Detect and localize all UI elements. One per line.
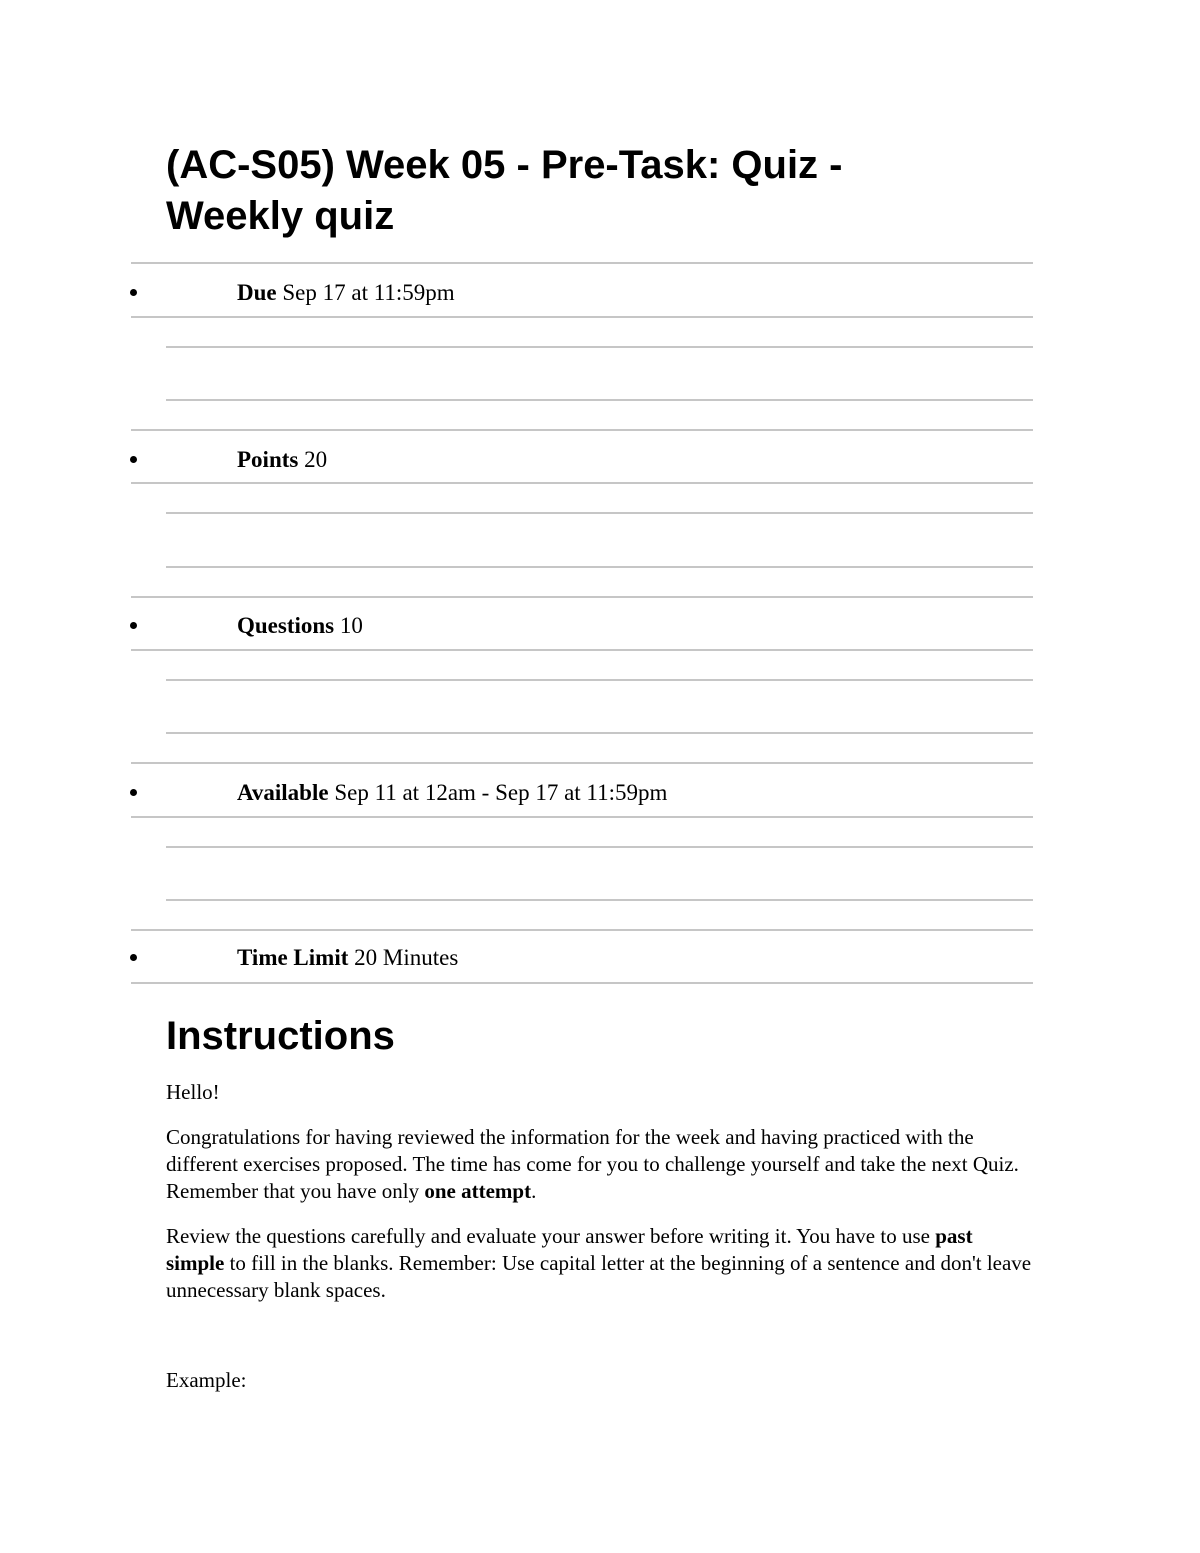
divider xyxy=(131,816,1033,818)
divider xyxy=(131,649,1033,651)
divider xyxy=(131,762,1033,764)
paragraph-text: Congratulations for having reviewed the information for the week and having practiced with the different exercises proposed. The time has come for you to challenge yourself and take the next Quiz. Remember that you have only xyxy=(166,1125,1019,1203)
example-label: Example: xyxy=(166,1368,247,1392)
instructions-paragraph-2 xyxy=(166,1223,1036,1304)
detail-time-limit xyxy=(237,945,458,971)
divider xyxy=(131,929,1033,931)
detail-value: 20 Minutes xyxy=(354,945,459,970)
paragraph-text: . xyxy=(531,1179,537,1203)
divider xyxy=(131,262,1033,264)
detail-label: Time Limit xyxy=(237,945,349,970)
detail-available xyxy=(237,780,667,806)
detail-due xyxy=(237,280,455,306)
detail-label: Available xyxy=(237,780,329,805)
divider xyxy=(166,512,1033,514)
divider xyxy=(166,846,1033,848)
divider xyxy=(131,982,1033,984)
divider xyxy=(131,429,1033,431)
divider xyxy=(131,316,1033,318)
detail-questions xyxy=(237,613,363,639)
instructions-heading: Instructions xyxy=(166,1014,395,1058)
bullet-icon xyxy=(130,622,137,629)
bullet-icon xyxy=(130,789,137,796)
detail-value: Sep 17 at 11:59pm xyxy=(282,280,455,305)
divider xyxy=(131,596,1033,598)
divider xyxy=(166,899,1033,901)
detail-value: 20 xyxy=(304,447,328,472)
divider xyxy=(166,732,1033,734)
bullet-icon xyxy=(130,456,137,463)
detail-value: 10 xyxy=(339,613,363,638)
bullet-icon xyxy=(130,289,137,296)
detail-points xyxy=(237,447,327,473)
divider xyxy=(166,346,1033,348)
instructions-paragraph-1 xyxy=(166,1124,1036,1205)
divider xyxy=(166,399,1033,401)
greeting-text: Hello! xyxy=(166,1080,220,1104)
detail-label: Points xyxy=(237,447,299,472)
paragraph-text: Review the questions carefully and evaluate your answer before writing it. You have to use xyxy=(166,1224,936,1248)
divider xyxy=(166,566,1033,568)
bullet-icon xyxy=(130,954,137,961)
paragraph-text: to fill in the blanks. Remember: Use capital letter at the beginning of a sentence and don't leave unnecessary blank spaces. xyxy=(166,1251,1032,1302)
emphasis-past-simple: past simple xyxy=(166,1224,973,1275)
divider xyxy=(166,679,1033,681)
detail-label: Questions xyxy=(237,613,335,638)
divider xyxy=(131,482,1033,484)
detail-label: Due xyxy=(237,280,277,305)
page-title: (AC-S05) Week 05 - Pre-Task: Quiz - Weekly quiz xyxy=(166,143,843,238)
detail-value: Sep 11 at 12am - Sep 17 at 11:59pm xyxy=(334,780,668,805)
emphasis-one-attempt: one attempt xyxy=(424,1179,532,1203)
